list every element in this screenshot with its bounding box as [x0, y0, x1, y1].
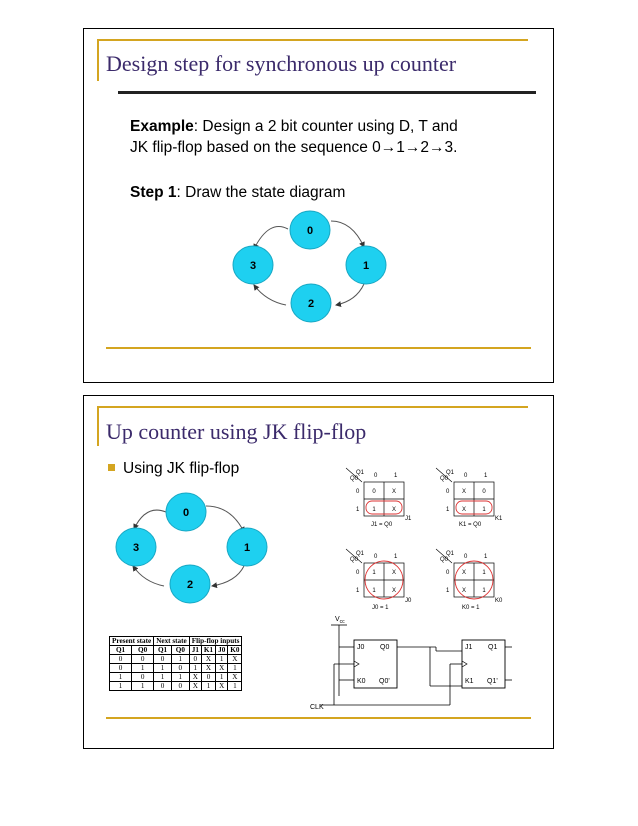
- kmap-row-var: Q0: [440, 476, 449, 482]
- ff1-j-pin: J1: [465, 644, 473, 651]
- state-1-label: 1: [362, 260, 370, 272]
- step-label: Step 1: [130, 184, 177, 201]
- table-cell: X: [228, 655, 242, 664]
- kmap-equation: K1 = Q0: [459, 522, 482, 528]
- table-cell: 0: [189, 655, 201, 664]
- transition-3-to-0: [134, 510, 166, 529]
- flip-flop-inputs-header: Flip-flop inputs: [189, 637, 242, 646]
- kmap-col-var: Q1: [446, 470, 455, 476]
- col-header: Q1: [110, 646, 132, 655]
- table-cell: 0: [132, 655, 154, 664]
- col-header: K1: [201, 646, 215, 655]
- table-cell: X: [201, 664, 215, 673]
- table-cell: 0: [154, 655, 172, 664]
- kmap-row-0: 0: [356, 489, 360, 495]
- ff0-qn-pin: Q0': [379, 678, 390, 685]
- kmap-cell: 0: [372, 489, 376, 495]
- kmap-cell: X: [461, 570, 467, 576]
- table-cell: X: [189, 673, 201, 682]
- example-label: Example: [130, 118, 194, 135]
- kmap-name: K0: [495, 598, 503, 604]
- kmap-cell: X: [391, 489, 397, 495]
- kmap-cell: X: [461, 489, 467, 495]
- table-cell: 1: [132, 682, 154, 691]
- transition-1-to-2: [212, 566, 244, 586]
- transition-2-to-3: [254, 285, 286, 305]
- table-cell: X: [189, 682, 201, 691]
- kmap-col-0: 0: [464, 473, 468, 479]
- table-cell: 1: [216, 673, 228, 682]
- kmap-cell: 1: [372, 570, 376, 576]
- kmap-col-1: 1: [394, 473, 398, 479]
- present-state-header: Present state: [110, 637, 154, 646]
- kmap-equation: J0 = 1: [372, 605, 389, 611]
- transition-0-to-1: [331, 221, 364, 247]
- kmap-col-0: 0: [464, 554, 468, 560]
- kmap-row-var: Q0: [440, 557, 449, 563]
- footer-rule: [106, 347, 531, 349]
- transition-1-to-2: [336, 284, 364, 305]
- kmap-row-var: Q0: [350, 476, 359, 482]
- table-cell: 1: [201, 682, 215, 691]
- excitation-table: [109, 636, 242, 691]
- table-cell: X: [216, 664, 228, 673]
- kmap-equation: K0 = 1: [462, 605, 480, 611]
- table-cell: 1: [189, 664, 201, 673]
- state-0: [166, 493, 206, 531]
- kmap-row-1: 1: [356, 588, 360, 594]
- kmap-k1: [436, 468, 503, 528]
- col-header: Q1: [154, 646, 172, 655]
- step-text: : Draw the state diagram: [176, 184, 346, 201]
- kmap-cell: X: [391, 570, 397, 576]
- kmap-cell: 1: [482, 588, 486, 594]
- transition-2-to-3: [133, 566, 164, 586]
- ff0-k-pin: K0: [357, 678, 366, 685]
- table-row: [110, 682, 242, 691]
- table-row: [110, 664, 242, 673]
- state-2-label: 2: [186, 579, 194, 591]
- kmap-k0: [436, 549, 503, 611]
- table-cell: 0: [110, 664, 132, 673]
- table-cell: 0: [201, 673, 215, 682]
- state-2: [291, 284, 331, 322]
- kmap-col-var: Q1: [356, 470, 365, 476]
- col-header: J0: [216, 646, 228, 655]
- kmap-cell: 1: [372, 507, 376, 513]
- bullet-text: Using JK flip-flop: [123, 460, 240, 477]
- kmap-name: J1: [405, 516, 412, 522]
- state-1-label: 1: [243, 542, 251, 554]
- col-header: K0: [228, 646, 242, 655]
- state-1: [346, 246, 386, 284]
- kmap-j1: [346, 468, 412, 528]
- ff0-q-pin: Q0: [380, 644, 390, 651]
- table-cell: 1: [228, 682, 242, 691]
- table-cell: X: [216, 682, 228, 691]
- kmap-name: J0: [405, 598, 412, 604]
- kmap-j0: [346, 549, 412, 611]
- kmap-row-1: 1: [356, 507, 360, 513]
- table-cell: 1: [171, 655, 189, 664]
- table-cell: X: [228, 673, 242, 682]
- state-3-label: 3: [249, 260, 257, 272]
- example-line-2: JK flip-flop based on the sequence 0→1→2→3.: [130, 139, 458, 156]
- kmap-col-var: Q1: [446, 551, 455, 557]
- state-diagram-2: [84, 396, 552, 747]
- table-cell: 1: [110, 682, 132, 691]
- table-cell: 0: [154, 682, 172, 691]
- table-cell: 0: [110, 655, 132, 664]
- table-cell: X: [201, 655, 215, 664]
- kmap-col-var: Q1: [356, 551, 365, 557]
- state-2: [170, 565, 210, 603]
- kmap-row-0: 0: [446, 570, 450, 576]
- jk-counter-circuit: [310, 616, 512, 711]
- kmap-cell: X: [461, 507, 467, 513]
- transition-3-to-0: [254, 227, 288, 250]
- table-row: [110, 673, 242, 682]
- example-text-1: : Design a 2 bit counter using D, T and: [193, 118, 458, 135]
- state-3: [116, 528, 156, 566]
- kmap-cell: 1: [372, 588, 376, 594]
- table-cell: 1: [110, 673, 132, 682]
- state-2-label: 2: [307, 298, 315, 310]
- slide-1: [83, 28, 554, 383]
- ff1-qn-pin: Q1': [487, 678, 498, 685]
- kmap-row-1: 1: [446, 507, 450, 513]
- kmap-cell: 0: [482, 489, 486, 495]
- kmap-name: K1: [495, 516, 503, 522]
- kmap-cell: 1: [482, 507, 486, 513]
- kmap-col-1: 1: [484, 473, 488, 479]
- ff1-k-pin: K1: [465, 678, 474, 685]
- state-3: [233, 246, 273, 284]
- table-cell: 1: [154, 664, 172, 673]
- kmap-cell: X: [461, 588, 467, 594]
- table-row: [110, 655, 242, 664]
- kmap-row-0: 0: [356, 570, 360, 576]
- slide-2: [83, 395, 554, 749]
- kmap-row-var: Q0: [350, 557, 359, 563]
- table-cell: 1: [171, 673, 189, 682]
- table-cell: 0: [171, 682, 189, 691]
- table-cell: 1: [132, 664, 154, 673]
- slide-1-title: Design step for synchronous up counter: [106, 51, 457, 76]
- table-cell: 1: [154, 673, 172, 682]
- col-header: J1: [189, 646, 201, 655]
- state-diagram-1: [84, 29, 552, 381]
- table-cell: 1: [216, 655, 228, 664]
- col-header: Q0: [132, 646, 154, 655]
- kmap-row-0: 0: [446, 489, 450, 495]
- table-cell: 1: [228, 664, 242, 673]
- state-0: [290, 211, 330, 249]
- vcc-label: $V_{cc}$: [335, 616, 345, 625]
- kmap-col-0: 0: [374, 554, 378, 560]
- kmap-cell: 1: [482, 570, 486, 576]
- state-0-label: 0: [182, 507, 190, 519]
- clk-label: CLK: [310, 704, 324, 711]
- kmap-col-0: 0: [374, 473, 378, 479]
- state-1: [227, 528, 267, 566]
- kmap-row-1: 1: [446, 588, 450, 594]
- footer-rule: [106, 717, 531, 719]
- transition-0-to-1: [206, 506, 244, 532]
- col-header: Q0: [171, 646, 189, 655]
- kmap-cell: X: [391, 507, 397, 513]
- ff0-j-pin: J0: [357, 644, 365, 651]
- table-cell: 0: [132, 673, 154, 682]
- kmap-cell: X: [391, 588, 397, 594]
- slide-2-title: Up counter using JK flip-flop: [106, 419, 367, 444]
- ff1-q-pin: Q1: [488, 644, 498, 651]
- table-cell: 0: [171, 664, 189, 673]
- state-0-label: 0: [306, 225, 314, 237]
- kmap-col-1: 1: [484, 554, 488, 560]
- state-3-label: 3: [132, 542, 140, 554]
- kmap-col-1: 1: [394, 554, 398, 560]
- kmap-equation: J1 = Q0: [371, 522, 393, 528]
- next-state-header: Next state: [154, 637, 190, 646]
